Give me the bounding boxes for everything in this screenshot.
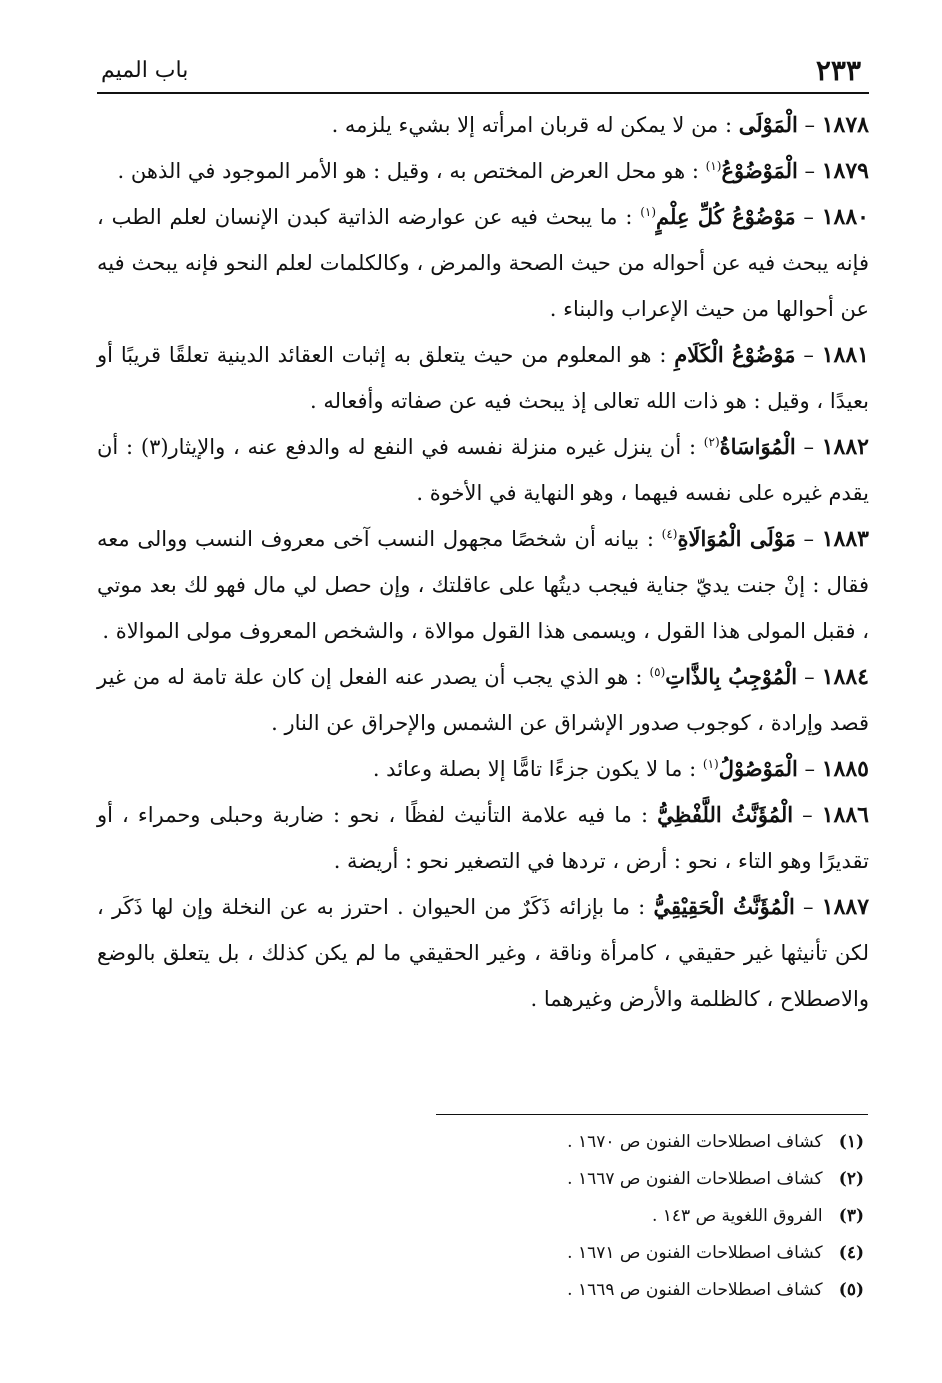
entry-number: ١٨٨٠ (821, 204, 869, 230)
entry-number: ١٨٨٢ (821, 434, 869, 460)
entry: ١٨٨٢ – الْمُوَاسَاةُ$^{(٢)}$ : أن ينزل غيره منزلة نفسه في النفع له والدفع عنه ، والإيثار(٣) : أن يقدم غيره على نفسه فيهما ، وهو النهاية في الأخوة . (97, 434, 869, 505)
chapter-title: باب الميم (101, 58, 189, 83)
entry-term: الْمُؤَنَّثُ اللَّفْظِيُّ (657, 802, 794, 827)
footnote-number: (٥) (838, 1280, 864, 1300)
footnote-text: الفروق اللغوية ص ١٤٣ . (651, 1206, 823, 1226)
entry: ١٨٨٠ – مَوْضُوْعُ كُلِّ عِلْمٍ$^{(١)}$ : ما يبحث فيه عن عوارضه الذاتية كبدن الإنسان لعلم الطب ، فإنه يبحث فيه عن أحواله من حيث الصحة والمرض ، وكالكلمات لعلم النحو فإنه يبحث فيه عن أحوالها من حيث الإعراب والبناء . (97, 204, 869, 321)
entry-text: : ما بإزائه ذَكَرٌ من الحيوان . احترز به عن النخلة وإن لها ذَكَر ، لكن تأنيثها غير حقيقي ، كامرأة وناقة ، وغير الحقيقي ما لم يكن كذلك ، بل يتعلق بالوضع والاصطلاح ، كالظلمة والأرض وغيرهما . (97, 895, 869, 1011)
entry: ١٨٨٥ – الْمَوْصُوْلُ$^{(١)}$ : ما لا يكون جزءًا تامًّا إلا بصلة وعائد . (372, 756, 869, 782)
entry-text: : ما فيه علامة التأنيث لفظًا ، نحو : ضاربة وحبلى وحمراء ، أو تقديرًا وهو التاء ، نحو : أرض ، تردها في التصغير نحو : أريضة . (97, 803, 869, 873)
entry-term: الْمُوَاسَاةُ (719, 434, 796, 459)
entry-number: ١٨٨٧ (821, 894, 870, 920)
footnote-number: (٢) (838, 1169, 864, 1189)
footnote-ref: (٢) (703, 435, 720, 449)
footnote-number: (١) (838, 1132, 864, 1152)
footnote-number: (٤) (838, 1243, 864, 1263)
footnote (432, 1161, 864, 1198)
entry: ١٨٨٦ – الْمُؤَنَّثُ اللَّفْظِيُّ : ما فيه علامة التأنيث لفظًا ، نحو : ضاربة وحبلى وحمراء ، أو تقديرًا وهو التاء ، نحو : أرض ، تردها في التصغير نحو : أريضة . (97, 802, 869, 873)
entry-term: الْمُؤَنَّثُ الْحَقِيْقِيُّ (653, 894, 795, 919)
entry-text: : هو محل العرض المختص به ، وقيل : هو الأمر الموجود في الذهن . (117, 159, 699, 183)
entry-text: : بيانه أن شخصًا مجهول النسب آخى معروف النسب ووالى معه فقال : إنْ جنت يديّ جناية فيجب ديتُها على عاقلتك ، وإن حصل لي مال فهو لك بعد موتي ، فقبل المولى هذا القول ، ويسمى هذا القول موالاة ، والشخص المعروف مولى الموالاة . (97, 527, 869, 643)
entry-term: الْمَوْضُوْعُ (721, 158, 798, 183)
entry-text: : من لا يمكن له قربان امرأته إلا بشيء يلزمه . (331, 113, 733, 137)
entry-term: مَوْضُوْعُ كُلِّ عِلْمٍ (656, 204, 796, 229)
entry-term: الْمَوْلَى (738, 112, 798, 137)
footnote-text: كشاف اصطلاحات الفنون ص ١٦٧١ . (567, 1243, 823, 1263)
entry-text: : ما لا يكون جزءًا تامًّا إلا بصلة وعائد . (372, 757, 697, 781)
footnote (432, 1198, 864, 1235)
footnote-text: كشاف اصطلاحات الفنون ص ١٦٦٧ . (567, 1169, 823, 1189)
entry-term: مَوْضُوْعُ الْكَلَامِ (674, 342, 796, 367)
footnote (432, 1272, 864, 1309)
entry-text: : هو المعلوم من حيث يتعلق به إثبات العقائد الدينية تعلقًا قريبًا أو بعيدًا ، وقيل : هو ذات الله تعالى إذ يبحث فيه عن صفاته وأفعاله . (97, 343, 869, 413)
footnote-number: (٣) (838, 1206, 864, 1226)
entry-term: مَوْلَى الْمُوَالَاةِ (677, 526, 796, 551)
entry-number: ١٨٧٨ (821, 112, 869, 138)
entry: ١٨٧٩ – الْمَوْضُوْعُ$^{(١)}$ : هو محل العرض المختص به ، وقيل : هو الأمر الموجود في الذهن . (117, 158, 869, 184)
footnote-ref: (٥) (649, 665, 666, 679)
footnote-ref: (٤) (661, 527, 678, 541)
entry-text: : ما يبحث فيه عن عوارضه الذاتية كبدن الإنسان لعلم الطب ، فإنه يبحث فيه عن أحواله من حيث الصحة والمرض ، وكالكلمات لعلم النحو فإنه يبحث فيه عن أحوالها من حيث الإعراب والبناء . (97, 205, 869, 321)
page-number: ٢٣٣ (815, 54, 861, 87)
entry-number: ١٨٧٩ (821, 158, 869, 184)
entries-body (97, 102, 869, 1022)
footnotes (432, 1124, 864, 1309)
entry: ١٨٨١ – مَوْضُوْعُ الْكَلَامِ : هو المعلوم من حيث يتعلق به إثبات العقائد الدينية تعلقًا قريبًا أو بعيدًا ، وقيل : هو ذات الله تعالى إذ يبحث فيه عن صفاته وأفعاله . (97, 342, 869, 413)
entry-number: ١٨٨٤ (821, 664, 869, 690)
entry-number: ١٨٨٣ (821, 526, 869, 552)
page-header (97, 52, 869, 94)
footnote-ref: (١) (702, 757, 719, 771)
footnote-text: كشاف اصطلاحات الفنون ص ١٦٦٩ . (567, 1280, 823, 1300)
footnote-ref: (١) (640, 205, 657, 219)
footnote-ref: (١) (705, 159, 722, 173)
entry-text: : أن ينزل غيره منزلة نفسه في النفع له والدفع عنه ، والإيثار(٣) : أن يقدم غيره على نفسه فيهما ، وهو النهاية في الأخوة . (97, 435, 869, 505)
entry: ١٨٨٤ – الْمُوْجِبُ بِالذَّاتِ$^{(٥)}$ : هو الذي يجب أن يصدر عنه الفعل إن كان علة تامة له من غير قصد وإرادة ، كوجوب صدور الإشراق عن الشمس والإحراق عن النار . (97, 664, 869, 735)
footnote-text: كشاف اصطلاحات الفنون ص ١٦٧٠ . (567, 1132, 823, 1152)
entry-number: ١٨٨٦ (821, 802, 869, 828)
entry-number: ١٨٨٥ (821, 756, 869, 782)
entry-term: الْمَوْصُوْلُ (718, 756, 798, 781)
entry: ١٨٧٨ – الْمَوْلَى : من لا يمكن له قربان امرأته إلا بشيء يلزمه . (331, 112, 869, 138)
entry: ١٨٨٣ – مَوْلَى الْمُوَالَاةِ$^{(٤)}$ : بيانه أن شخصًا مجهول النسب آخى معروف النسب ووالى معه فقال : إنْ جنت يديّ جناية فيجب ديتُها على عاقلتك ، وإن حصل لي مال فهو لك بعد موتي ، فقبل المولى هذا القول ، ويسمى هذا القول موالاة ، والشخص المعروف مولى الموالاة . (97, 526, 869, 643)
entry-number: ١٨٨١ (821, 342, 869, 368)
footnote (432, 1235, 864, 1272)
entry: ١٨٨٧ – الْمُؤَنَّثُ الْحَقِيْقِيُّ : ما بإزائه ذَكَرٌ من الحيوان . احترز به عن النخلة وإن لها ذَكَر ، لكن تأنيثها غير حقيقي ، كامرأة وناقة ، وغير الحقيقي ما لم يكن كذلك ، بل يتعلق بالوضع والاصطلاح ، كالظلمة والأرض وغيرهما . (97, 894, 870, 1011)
footnote-divider (436, 1114, 868, 1115)
footnote (432, 1124, 864, 1161)
entry-term: الْمُوْجِبُ بِالذَّاتِ (665, 664, 798, 689)
entry-text: : هو الذي يجب أن يصدر عنه الفعل إن كان علة تامة له من غير قصد وإرادة ، كوجوب صدور الإشراق عن الشمس والإحراق عن النار . (97, 665, 869, 735)
